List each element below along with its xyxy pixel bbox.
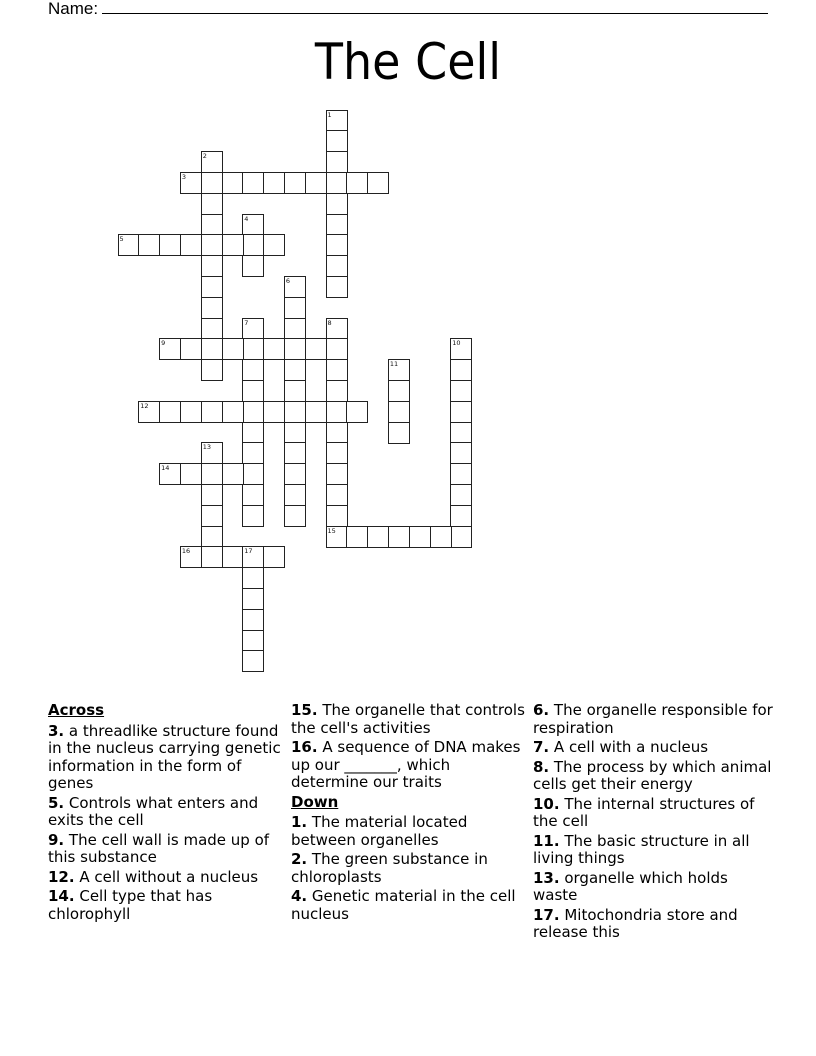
grid-cell[interactable]: [326, 401, 348, 423]
clue-down-17: 17. Mitochondria store and release this: [533, 905, 738, 941]
clue-number: 2: [202, 152, 207, 161]
grid-cell[interactable]: [159, 401, 181, 423]
clue-across-3: 3. a threadlike structure found in the nucleus carrying genetic information in the form of genes: [48, 721, 281, 792]
grid-cell[interactable]: [326, 172, 348, 194]
grid-cell[interactable]: [388, 359, 410, 381]
grid-cell[interactable]: [284, 401, 306, 423]
grid-cell[interactable]: [326, 484, 348, 506]
grid-cell[interactable]: [326, 276, 348, 298]
grid-cell[interactable]: [242, 401, 264, 423]
grid-cell[interactable]: [201, 318, 223, 340]
grid-cell[interactable]: [242, 567, 264, 589]
grid-cell[interactable]: [284, 318, 306, 340]
clue-number: 3: [181, 172, 187, 181]
across-heading: Across: [48, 701, 105, 719]
grid-cell[interactable]: [201, 151, 223, 173]
clue-number: 12: [140, 401, 149, 410]
grid-cell[interactable]: [222, 234, 244, 256]
clue-down-7: 7. A cell with a nucleus: [533, 738, 709, 756]
grid-cell[interactable]: [450, 484, 472, 506]
grid-cell[interactable]: [222, 401, 244, 423]
grid-cell[interactable]: [450, 526, 472, 548]
grid-cell[interactable]: [201, 484, 223, 506]
grid-cell[interactable]: [388, 380, 410, 402]
grid-cell[interactable]: [326, 526, 348, 548]
grid-cell[interactable]: [326, 442, 348, 464]
clue-number: 13: [202, 443, 211, 452]
grid-cell[interactable]: [242, 380, 264, 402]
clues-column-3: [533, 702, 773, 944]
clue-across-12: 12. A cell without a nucleus: [48, 867, 259, 886]
grid-cell[interactable]: [180, 463, 202, 485]
grid-cell[interactable]: [326, 234, 348, 256]
grid-cell[interactable]: [305, 338, 327, 360]
grid-cell[interactable]: [201, 214, 223, 236]
grid-cell[interactable]: [326, 338, 348, 360]
grid-cell[interactable]: [326, 318, 348, 340]
grid-cell[interactable]: [326, 380, 348, 402]
clue-number: 17: [244, 547, 253, 556]
name-label: Name:: [48, 0, 99, 18]
grid-cell[interactable]: [430, 526, 452, 548]
grid-cell[interactable]: [242, 338, 264, 360]
clue-number: 8: [327, 318, 332, 327]
clue-down-6: 6. The organelle responsible for respiration: [533, 701, 773, 737]
grid-cell[interactable]: [242, 318, 264, 340]
grid-cell[interactable]: [326, 505, 348, 527]
grid-cell[interactable]: [138, 401, 160, 423]
grid-cell[interactable]: [222, 463, 244, 485]
grid-cell[interactable]: [201, 193, 223, 215]
grid-cell[interactable]: [326, 255, 348, 277]
grid-cell[interactable]: [450, 442, 472, 464]
grid-cell[interactable]: [326, 110, 348, 132]
grid-cell[interactable]: [326, 359, 348, 381]
grid-cell[interactable]: [284, 463, 306, 485]
grid-cell[interactable]: [263, 546, 285, 568]
clue-number: 1: [327, 110, 332, 119]
grid-cell[interactable]: [180, 338, 202, 360]
grid-cell[interactable]: [367, 526, 389, 548]
grid-cell[interactable]: [201, 401, 223, 423]
grid-cell[interactable]: [201, 546, 223, 568]
grid-cell[interactable]: [326, 151, 348, 173]
grid-cell[interactable]: [326, 463, 348, 485]
grid-cell[interactable]: [284, 297, 306, 319]
grid-cell[interactable]: [388, 422, 410, 444]
grid-cell[interactable]: [242, 442, 264, 464]
clue-number: 14: [161, 464, 170, 473]
grid-cell[interactable]: [284, 505, 306, 527]
grid-cell[interactable]: [450, 338, 472, 360]
clue-number: 11: [389, 360, 399, 369]
clue-down-2: 2. The green substance in chloroplasts: [291, 850, 488, 886]
grid-cell[interactable]: [284, 276, 306, 298]
grid-cell[interactable]: [450, 380, 472, 402]
clue-across-14: 14. Cell type that has chlorophyll: [48, 887, 213, 923]
grid-cell[interactable]: [450, 422, 472, 444]
grid-cell[interactable]: [138, 234, 160, 256]
clue-across-15: 15. The organelle that controls the cell's activities: [291, 701, 525, 737]
grid-cell[interactable]: [263, 172, 285, 194]
grid-cell[interactable]: [201, 255, 223, 277]
clue-down-11: 11. The basic structure in all living things: [533, 831, 750, 867]
grid-cell[interactable]: [284, 422, 306, 444]
grid-cell[interactable]: [201, 359, 223, 381]
grid-cell[interactable]: [159, 463, 181, 485]
clue-across-9: 9. The cell wall is made up of this substance: [48, 830, 270, 866]
clue-across-5: 5. Controls what enters and exits the cell: [48, 793, 259, 829]
grid-cell[interactable]: [201, 505, 223, 527]
grid-cell[interactable]: [159, 234, 181, 256]
clue-number: 7: [244, 318, 249, 327]
clue-down-13: 13. organelle which holds waste: [533, 868, 728, 904]
clue-number: 5: [119, 235, 124, 244]
down-heading: Down: [291, 792, 339, 811]
grid-cell[interactable]: [242, 588, 264, 610]
grid-cell[interactable]: [201, 276, 223, 298]
grid-cell[interactable]: [201, 463, 223, 485]
grid-cell[interactable]: [180, 401, 202, 423]
clue-down-4: 4. Genetic material in the cell nucleus: [291, 887, 516, 923]
grid-cell[interactable]: [180, 546, 202, 568]
grid-cell[interactable]: [367, 172, 389, 194]
grid-cell[interactable]: [242, 255, 264, 277]
grid-cell[interactable]: [388, 401, 410, 423]
clue-number: 15: [327, 526, 336, 535]
grid-cell[interactable]: [284, 359, 306, 381]
clue-down-8: 8. The process by which animal cells get their energy: [533, 757, 772, 793]
grid-cell[interactable]: [305, 401, 327, 423]
grid-cell[interactable]: [242, 505, 264, 527]
grid-cell[interactable]: [180, 234, 202, 256]
grid-cell[interactable]: [242, 422, 264, 444]
grid-cell[interactable]: [284, 484, 306, 506]
grid-cell[interactable]: [284, 172, 306, 194]
grid-cell[interactable]: [159, 338, 181, 360]
grid-cell[interactable]: [409, 526, 431, 548]
grid-cell[interactable]: [263, 234, 285, 256]
grid-cell[interactable]: [222, 172, 244, 194]
grid-cell[interactable]: [222, 546, 244, 568]
grid-cell[interactable]: [346, 172, 368, 194]
grid-cell[interactable]: [263, 338, 285, 360]
clue-across-16: 16. A sequence of DNA makes up our _______, which determine our traits: [291, 738, 521, 791]
grid-cell[interactable]: [242, 463, 264, 485]
grid-cell[interactable]: [326, 130, 348, 152]
grid-cell[interactable]: [242, 650, 264, 672]
grid-cell[interactable]: [242, 234, 264, 256]
clue-number: 16: [181, 547, 191, 556]
grid-cell[interactable]: [242, 609, 264, 631]
grid-cell[interactable]: [201, 297, 223, 319]
grid-cell[interactable]: [284, 338, 306, 360]
grid-cell[interactable]: [263, 401, 285, 423]
grid-cell[interactable]: [242, 359, 264, 381]
grid-cell[interactable]: [242, 484, 264, 506]
clue-number: 10: [452, 339, 461, 348]
grid-cell[interactable]: [305, 172, 327, 194]
grid-cell[interactable]: [450, 359, 472, 381]
grid-cell[interactable]: [242, 630, 264, 652]
grid-cell[interactable]: [118, 234, 140, 256]
grid-cell[interactable]: [201, 234, 223, 256]
grid-cell[interactable]: [326, 214, 348, 236]
grid-cell[interactable]: [201, 526, 223, 548]
grid-cell[interactable]: [242, 546, 264, 568]
grid-cell[interactable]: [326, 193, 348, 215]
clue-down-10: 10. The internal structures of the cell: [533, 794, 755, 830]
clues-column-1: [48, 702, 288, 925]
grid-cell[interactable]: [242, 172, 264, 194]
clue-number: 4: [244, 214, 249, 223]
grid-cell[interactable]: [450, 463, 472, 485]
grid-cell[interactable]: [201, 442, 223, 464]
grid-cell[interactable]: [180, 172, 202, 194]
page-title: The Cell: [314, 33, 502, 91]
grid-cell[interactable]: [222, 338, 244, 360]
grid-cell[interactable]: [450, 505, 472, 527]
grid-cell[interactable]: [346, 401, 368, 423]
clue-number: 9: [161, 339, 166, 348]
grid-cell[interactable]: [326, 422, 348, 444]
grid-cell[interactable]: [201, 338, 223, 360]
grid-cell[interactable]: [346, 526, 368, 548]
grid-cell[interactable]: [450, 401, 472, 423]
clues-column-2: [291, 702, 527, 925]
grid-cell[interactable]: [388, 526, 410, 548]
clue-down-1: 1. The material located between organelles: [291, 813, 468, 849]
clue-number: 6: [285, 276, 291, 285]
grid-cell[interactable]: [284, 380, 306, 402]
grid-cell[interactable]: [242, 214, 264, 236]
grid-cell[interactable]: [284, 442, 306, 464]
grid-cell[interactable]: [201, 172, 223, 194]
